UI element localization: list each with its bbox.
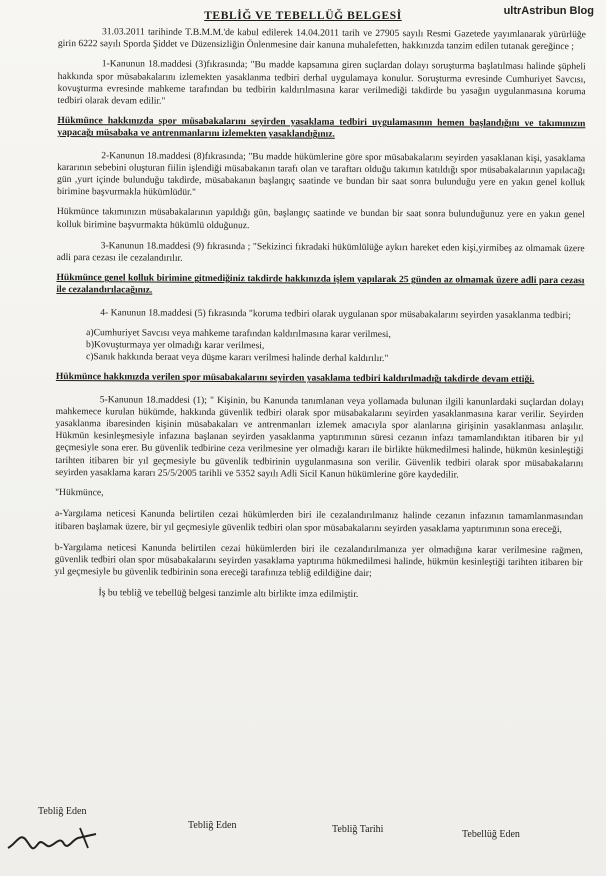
- article-1-text: "Bu madde kapsamına giren suçlardan dolayı soruşturma başlatılması halinde şüpheli hakkında spor müsabakalarını izlemekten yasaklanma tedbiri derhal uygulamaya konulur. Soruşturma evresinde Cumhuriyet Savcısı, kovuşturma evresinde mahkeme tarafından bu tedbirin kaldırılmasına karar verilmediği takdirde bu yasağın uygulanmasına koruma tedbiri olarak devam edilir.": [57, 59, 586, 107]
- signature-label-tebligeden: Tebliğ Eden: [188, 820, 237, 831]
- article-4-notice: Hükmünce hakkınızda verilen spor müsabakalarını seyirden yasaklama tedbiri kaldırılmadığı takdirde devam ettiği.: [55, 371, 535, 386]
- article-5-clause-b: b-Yargılama neticesi Kanunda belirtilen cezai hükümlerden biri ile cezalandırılmanıza yer olmadığına karar verilmesine rağmen, güvenlik tedbiri olan spor müsabakalarını seyirden yasaklama yaptırıma hükmedilmesi halinde, hükmün kesinleştiği tarihten itibaren bir yıl geçmesiyle bu güvenlik tedbirinin sona ereceği tarafınıza tebliğ edildiğine dair;: [54, 541, 583, 580]
- list-item-c: c)Sanık hakkında beraat veya düşme kararı verilmesi halinde derhal kaldırılır.": [85, 351, 389, 365]
- article-4-paragraph: [56, 307, 584, 322]
- article-5-paragraph: [55, 394, 584, 483]
- closing-statement: İş bu tebliğ ve tebellüğ belgesi tanzimle altı birlikte imza edilmiştir.: [98, 587, 359, 601]
- article-5-ref: 5-Kanunun 18.maddesi (1);: [99, 393, 207, 406]
- list-item-a: a)Cumhuriyet Savcısı veya mahkeme tarafından kaldırılmasına karar verilmesi,: [86, 327, 391, 340]
- document-title: TEBLİĞ VE TEBELLÜĞ BELGESİ: [204, 10, 402, 22]
- document-body: [54, 26, 585, 603]
- signature-label-left: Tebliğ Eden: [38, 806, 87, 817]
- article-4-ref: 4- Kanunun 18.maddesi (5) fıkrasında: [100, 306, 247, 319]
- handwritten-signature: [2, 818, 112, 862]
- article-3-paragraph: [57, 240, 585, 268]
- article-3-text: "Sekizinci fıkradaki hükümlülüğe aykırı hareket eden kişi,yirmibeş az olmamak üzere adli para cezası ile cezalandırılır.: [56, 241, 585, 264]
- article-5-clause-a: a-Yargılama neticesi Kanunda belirtilen cezai hükümlerden biri ile cezalandırılmanız halinde cezanın infazının tamamlanmasından itibaren başlamak üzere, bir yıl geçmesiyle güvenlik tedbiri olan spor müsabakalarını seyirden yasaklama yaptırımının sona ereceği,: [54, 508, 584, 535]
- signature-label-tebellugeden: Tebellüğ Eden: [462, 829, 520, 840]
- article-3-ref: 3-Kanunun 18.maddesi (9) fıkrasında ;: [100, 240, 251, 253]
- article-4-list: [86, 327, 584, 367]
- article-2-notice: Hükmünce takımınızın müsabakalarının yapıldığı gün, başlangıç saatinde ve bundan bir saat sonra bulunduğunuz yere en yakın genel kolluk birimine başvurmakta hükümlü olduğunuz.: [56, 206, 585, 231]
- intro-paragraph: 31.03.2011 tarihinde T.B.M.M.'de kabul edilerek 14.04.2011 tarih ve 27905 sayılı Resmi Gazetede yayımlanarak yürürlüğe girin 6222 sayılı Sporda Şiddet ve Düzensizliğin Önlenmesine dair kanuna muhalefetten, hakkınızda tanzim edilen tutanak gereğince ;: [57, 26, 586, 53]
- article-5-text: " Kişinin, bu Kanunda tanımlanan veya yollamada bulunan ilgili kanunlardaki suçlardan dolayı mahkemece kurulan hükümde, hakkında güvenlik tedbiri olarak spor müsabakalarını seyirden yasaklanmasına karar verilir. Seyirden yasaklanma ibaresinden kişinin müsabakaları ve antrenmanları izlemek amacıyla spor alanlarına girişinin yasaklanması anlaşılır. Hükmün kesinleşmesiyle infazına başlanan seyirden yasaklanma yaptırımının süresi cezanın infazı tamamlandıktan itibaren bir yıl geçmesiyle sona erer. Bu güvenlik tedbirine ceza verilmesine yer olmadığı kararı ile birlikte hükmedilmesi halinde, hükmün kesinleştiği tarihten itibaren bir yıl geçmesiyle bu güvenlik tedbirinin uygulanmasına son verilir. Güvenlik tedbiri olarak spor müsabakalarını seyirden yasaklama kararı 25/5/2005 tarihli ve 5352 sayılı Adli Sicil Kanun hükümlerine göre kaydedilir.: [55, 394, 584, 481]
- article-1-ref: 1-Kanunun 18.maddesi (3)fıkrasında;: [101, 58, 248, 71]
- article-5-hukumce: "Hükmünce,: [55, 487, 104, 499]
- article-2-ref: 2-Kanunun 18.maddesi (8)fıkrasında;: [101, 149, 246, 162]
- article-1-notice: Hükmünce hakkınızda spor müsabakalarını seyirden yasaklama tedbiri uygulamasının hemen başlandığını ve takımınızın yapacağı müsabaka ve antrenmanlarını izlemekten yasaklandığınız.: [57, 115, 586, 141]
- article-2-paragraph: [57, 150, 585, 202]
- blog-watermark: ultrAstribun Blog: [503, 5, 594, 17]
- list-item-b: b)Kovuşturmaya yer olmadığı karar verilmesi,: [86, 339, 265, 352]
- article-2-text: "Bu madde hükümlerine göre spor müsabakalarını seyirden yasaklanan kişi, yasaklama kararının sebebini oluşturan fiilin işlendiği müsabakanın tarafı olan ve taraftarı olduğu takımın katıldığı spor müsabakalarının yapılacağı gün ,yurt içinde bulunduğu takdirde, müsabakanın başlangıç saatinde ve bundan bir saat sonra bulunduğu yere en yakın genel kolluk birimine başvurmakla hükümlüdür.": [56, 150, 586, 199]
- article-4-text: "koruma tedbiri olarak uygulanan spor müsabakalarını seyirden yasaklanma tedbiri;: [248, 307, 571, 321]
- signature-label-tebligtarihi: Tebliğ Tarihi: [332, 824, 384, 835]
- article-3-notice: Hükmünce genel kolluk birimine gitmediğiniz takdirde hakkınızda işlem yapılarak 25 günden az olmamak üzere adli para cezası ile cezalandırılacağınız.: [56, 272, 585, 297]
- article-1-paragraph: [58, 58, 586, 110]
